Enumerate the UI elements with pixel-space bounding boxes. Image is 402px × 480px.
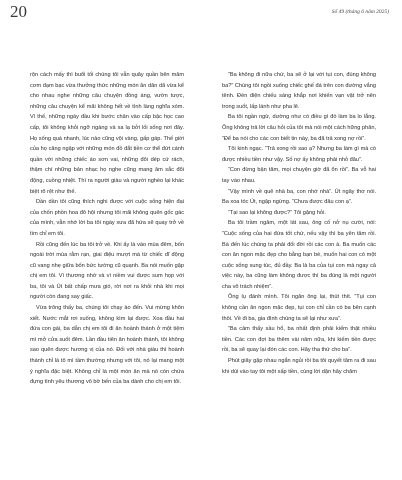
paragraph: “Con đừng bận tâm, mọi chuyện giờ đã ổn rồi”. Ba vỗ hai tay vào nhau. bbox=[222, 167, 376, 184]
paragraph: Vừa trông thấy ba, chúng tôi chạy ào đến. Vui mừng khôn xiết. Nước mắt rơi xuống, không kìm lại được. Xoa đầu hai đứa con gái, ba dẫn chị em tôi đi ăn hoành thánh ở một tiệm mì mở cửa suốt đêm. Lần đầu tiên ăn hoành thánh, tôi không sao quên được hương vị của nó. Đối với nhà giàu thì hoành thánh chỉ là tô mì tầm thường nhưng với tôi, nó lại mang một ý nghĩa đặc biệt. Không chỉ là một món ăn mà nó còn chứa đựng tình yêu thương vô bờ bến của ba dành cho chị em tôi. bbox=[30, 305, 184, 386]
paragraph: Dần dần tôi cũng thích nghi được với cuộc sống hiện đại của chốn phồn hoa đô hội nhưng tôi mãi không quên gốc gác của mình, vẫn nhớ lời ba tôi ngày xưa đã hứa sẽ quay trở về tìm chỉ em tôi. bbox=[30, 199, 184, 237]
page-number: 20 bbox=[10, 2, 27, 21]
issue-label: Số 49 (tháng 6 năm 2025) bbox=[331, 9, 389, 15]
paragraph: “Tại sao lại không được?” Tôi gặng hỏi. bbox=[228, 209, 326, 216]
paragraph: “Ba không đi nữa chứ, ba sẽ ở lại với tụi con, đúng không ba?” Chúng tôi ngồi xuống chiếc ghế đá trên con đường vắng tênh. Đèn điện chiếu sáng khắp nơi khiến vạn vật trở nên trong suốt, lấp lánh như pha lê. bbox=[222, 72, 376, 110]
paragraph: “Vậy mình về quê nhà ba, con nhớ nhà”. Út ngây thơ nói. Ba xoa tóc Út, ngập ngừng. “Chưa được đâu con ạ”. bbox=[222, 188, 376, 206]
paragraph: Phút giây gặp nhau ngắn ngủi rồi ba tôi quyết tâm ra đi sau khi dúi vào tay tôi một xấp tiền, cùng lời dặn hãy chăm bbox=[222, 358, 376, 375]
paragraph: “Ba cảm thấy sầu hổ, ba nhất định phải kiếm thật nhiều tiền. Các con đợi ba thêm vài năm nữa, khi kiếm tiền được rồi, ba sẽ quay lại đón các con. Hãy tha thứ cho ba”. bbox=[222, 326, 376, 354]
right-column bbox=[222, 70, 376, 377]
left-column bbox=[30, 70, 184, 388]
paragraph: rộn cách mấy thì buổi tối chúng tôi vẫn quây quần bên mâm cơm đạm bạc vừa thưởng thức những món ăn dân dã vừa kể cho nhau nghe những câu chuyện đồng áng, vườn tược, những câu chuyện kể mãi không hết về tình làng nghĩa xóm. Vì thế, những ngày đầu khi bước chân vào cấp bậc học cao cấp, tôi không khỏi ngỡ ngàng và xa lạ bởi lối sống nơi đây. Họ sống quá nhanh, lúc nào cũng vội vàng, gấp gáp. Thế giới của họ căng ngập với những món đồ đắt tiền cơ thể đứt cánh quần với những chiếc áo sơn vai, những đôi dép cứ rách, thậm chí những bản nhạc họ nghe cũng mang âm sắc đổi động, cuồng nhiệt. Thì ra người giàu và người nghèo lại khác biệt rõ rệt như thế. bbox=[30, 72, 184, 195]
paragraph: Rồi cũng đến lúc ba tôi trở về. Khi ấy là vào mùa đêm, bốn ngoài trời mùa rằm rạn, giai điệu mượt mà từ chiếc dĩ động cũ vang nhẹ giữa bốn bức tường cũ quạnh. Ba nói muốn gặp chị em tôi. Vì thương nhớ và vì niềm vui được sum họp với ba, tôi và Út bất chấp mưa gió, rời nơi ra khỏi nhà khi mọi người còn đang say giấc. bbox=[30, 241, 184, 301]
paragraph: Tôi kinh ngạc. “Trả xong rồi sao ạ? Nhưng ba làm gì mà có được nhiều tiền như vậy. Số nợ ấy không phải nhỏ đâu”. bbox=[222, 146, 376, 163]
paragraph: Ông lụ đánh mình. Tôi ngăn ông lại, thút thít. “Tụi con không cần ăn ngon mặc đẹp, tụi con chỉ cần có ba bên cạnh thôi. Về đi ba, gia đình chúng ta sẽ lại như xưa”. bbox=[222, 294, 376, 322]
paragraph: Ba tôi ngần ngừ, dường như có điều gì đó làm ba lo lắng. Ông không trả lời câu hỏi của tôi mà nói một cách hững phân, “Để ba nói cho các con biết tin này, ba đã trả xong nợ rồi”. bbox=[222, 114, 376, 142]
paragraph: Ba tôi trầm ngâm, một lát sau, ông cố nở nụ cười, nói: “Cuộc sống của hai đứa tốt chứ, nếu vậy thì ba yên tâm rồi. Bà đến lúc chúng ta phải đối đời rồi các con à. Ba muốn các con ăn ngon mặc đẹp cho bằng bạn bè, muốn hai con có một cuộc sống sung túc, đủ đầy. Ba là ba của tụi con mà ngay cả việc này, ba cũng làm không được thì ba đúng là một người cha vô trách nhiệm”. bbox=[222, 220, 376, 290]
